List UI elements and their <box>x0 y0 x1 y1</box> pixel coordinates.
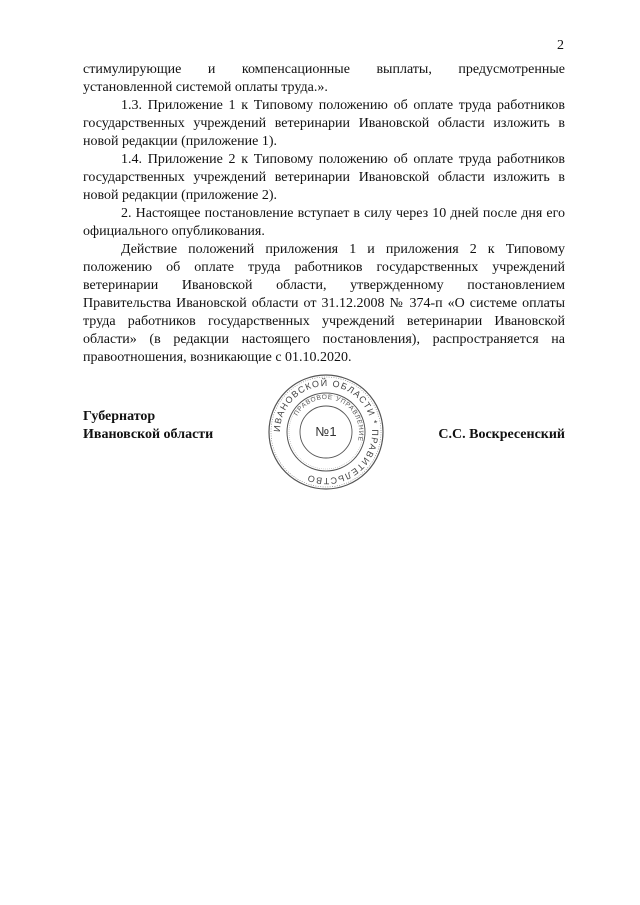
paragraph-continuation: стимулирующие и компенсационные выплаты, предусмотренные установленной системой оплаты труда.». <box>83 62 565 95</box>
signature-title-line1: Губернатор <box>83 409 156 424</box>
seal-center-text: №1 <box>315 424 337 439</box>
paragraph-1-3: 1.3. Приложение 1 к Типовому положению об оплате труда работников государственных учреждений ветеринарии Ивановской области изложить в новой редакции (приложение 1). <box>83 98 565 149</box>
paragraph-effect: Действие положений приложения 1 и приложения 2 к Типовому положению об оплате труда работников государственных учреждений ветеринарии Ивановской области, утвержденному постановлением Правительства Ивановской области от 31.12.2008 № 374-п «О системе оплаты труда работников государственных учреждений ветеринарии Ивановской области» (в редакции настоящего постановления), распространяется на правоотношения, возникающие с 01.10.2020. <box>83 242 565 365</box>
document-body <box>83 61 565 367</box>
signatory-name: С.С. Воскресенский <box>438 427 565 442</box>
paragraph-1-4: 1.4. Приложение 2 к Типовому положению об оплате труда работников государственных учреждений ветеринарии Ивановской области изложить в новой редакции (приложение 2). <box>83 152 565 203</box>
signature-title <box>83 408 213 444</box>
seal-inner-ring-text: ПРАВОВОЕ УПРАВЛЕНИЕ <box>292 393 365 443</box>
official-seal-image <box>266 372 386 492</box>
signature-title-line2: Ивановской области <box>83 427 214 442</box>
page-number: 2 <box>557 38 564 53</box>
seal-ring-text: ИВАНОВСКОЙ ОБЛАСТИ * ПРАВИТЕЛЬСТВО <box>271 377 381 487</box>
paragraph-2: 2. Настоящее постановление вступает в силу через 10 дней после дня его официального опубликования. <box>83 206 565 239</box>
